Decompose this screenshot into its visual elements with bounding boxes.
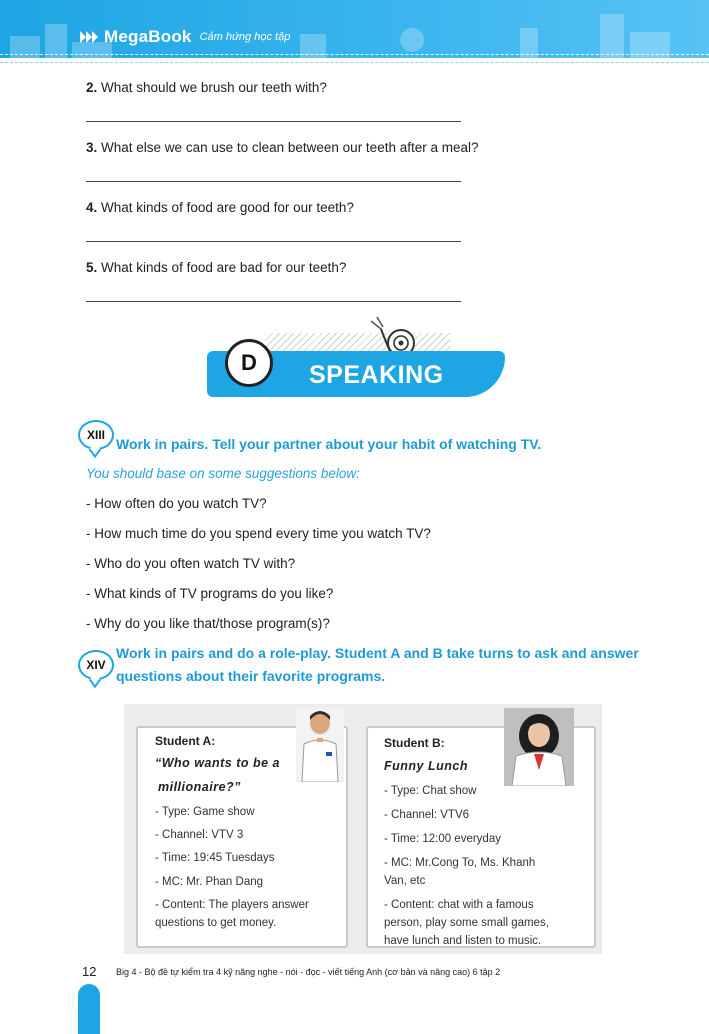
- megabook-logo-icon: [80, 30, 100, 44]
- brand-tagline: Cảm hứng học tập: [199, 31, 291, 43]
- answer-line: [86, 241, 461, 242]
- boy-student-image: [296, 708, 344, 782]
- answer-line: [86, 181, 461, 182]
- exercise-badge-13: XIII: [78, 420, 114, 450]
- student-a-item: - MC: Mr. Phan Dang: [155, 876, 264, 888]
- section-letter: D: [225, 339, 273, 387]
- exercise-badge-14: XIV: [78, 650, 114, 680]
- header-divider: [0, 62, 709, 63]
- question-number: 2.: [86, 80, 98, 95]
- section-title: SPEAKING: [309, 361, 444, 389]
- question-5: [86, 260, 346, 275]
- student-a-show-line1: “Who wants to be a: [155, 756, 280, 770]
- exercise-14-heading-line1: Work in pairs and do a role-play. Student A and B take turns to ask and answer: [116, 645, 639, 661]
- question-4: [86, 200, 354, 215]
- section-banner: [207, 315, 507, 405]
- student-b-label: Student B:: [384, 736, 445, 750]
- student-a-item: - Content: The players answer: [155, 899, 309, 911]
- question-2: [86, 80, 327, 95]
- answer-line: [86, 301, 461, 302]
- question-text: What kinds of food are good for our teeth?: [101, 200, 354, 215]
- student-b-item: person, play some small games,: [384, 917, 549, 929]
- page-header: [0, 0, 709, 58]
- student-b-card: [366, 726, 596, 948]
- page-number: 12: [82, 964, 97, 979]
- question-number: 3.: [86, 140, 98, 155]
- header-dashed-line: [0, 54, 709, 55]
- question-text: What kinds of food are bad for our teeth?: [101, 260, 347, 275]
- brand-logo: [80, 27, 290, 47]
- student-a-photo: [296, 708, 344, 782]
- student-b-item: - Type: Chat show: [384, 785, 477, 797]
- suggestion-item: - How much time do you spend every time you watch TV?: [86, 526, 431, 541]
- student-a-label: Student A:: [155, 734, 216, 748]
- brand-name: MegaBook: [104, 27, 192, 46]
- girl-student-image: [504, 708, 574, 786]
- exercise-13-heading: Work in pairs. Tell your partner about your habit of watching TV.: [116, 436, 542, 452]
- question-3: [86, 140, 479, 155]
- student-b-item: - Content: chat with a famous: [384, 899, 534, 911]
- student-a-show-line2: millionaire?”: [158, 780, 241, 794]
- student-b-item: - Time: 12:00 everyday: [384, 833, 501, 845]
- footer-text: Big 4 - Bộ đề tự kiểm tra 4 kỹ năng nghe - nói - đọc - viết tiếng Anh (cơ bản và nâng cao) 6 tập 2: [116, 967, 501, 977]
- student-b-item: have lunch and listen to music.: [384, 935, 542, 947]
- suggestion-item: - Why do you like that/those program(s)?: [86, 616, 330, 631]
- suggestion-item: - How often do you watch TV?: [86, 496, 267, 511]
- student-b-item: - MC: Mr.Cong To, Ms. Khanh: [384, 857, 536, 869]
- student-b-photo: [504, 708, 574, 786]
- student-b-item: - Channel: VTV6: [384, 809, 470, 821]
- suggestion-item: - What kinds of TV programs do you like?: [86, 586, 334, 601]
- question-text: What else we can use to clean between our teeth after a meal?: [101, 140, 479, 155]
- exercise-13-hint: You should base on some suggestions below:: [86, 466, 360, 481]
- student-b-item: Van, etc: [384, 875, 426, 887]
- question-number: 5.: [86, 260, 98, 275]
- question-text: What should we brush our teeth with?: [101, 80, 327, 95]
- exercise-14-heading-line2: questions about their favorite programs.: [116, 668, 386, 684]
- role-play-cards: [124, 704, 602, 954]
- suggestion-item: - Who do you often watch TV with?: [86, 556, 296, 571]
- student-a-item: - Channel: VTV 3: [155, 829, 244, 841]
- student-a-item: - Time: 19:45 Tuesdays: [155, 852, 275, 864]
- question-number: 4.: [86, 200, 98, 215]
- page-corner-tab: [78, 984, 100, 1034]
- student-b-show: Funny Lunch: [384, 759, 468, 773]
- student-a-card: [136, 726, 348, 948]
- student-a-item: - Type: Game show: [155, 806, 255, 818]
- student-a-item: questions to get money.: [155, 917, 277, 929]
- answer-line: [86, 121, 461, 122]
